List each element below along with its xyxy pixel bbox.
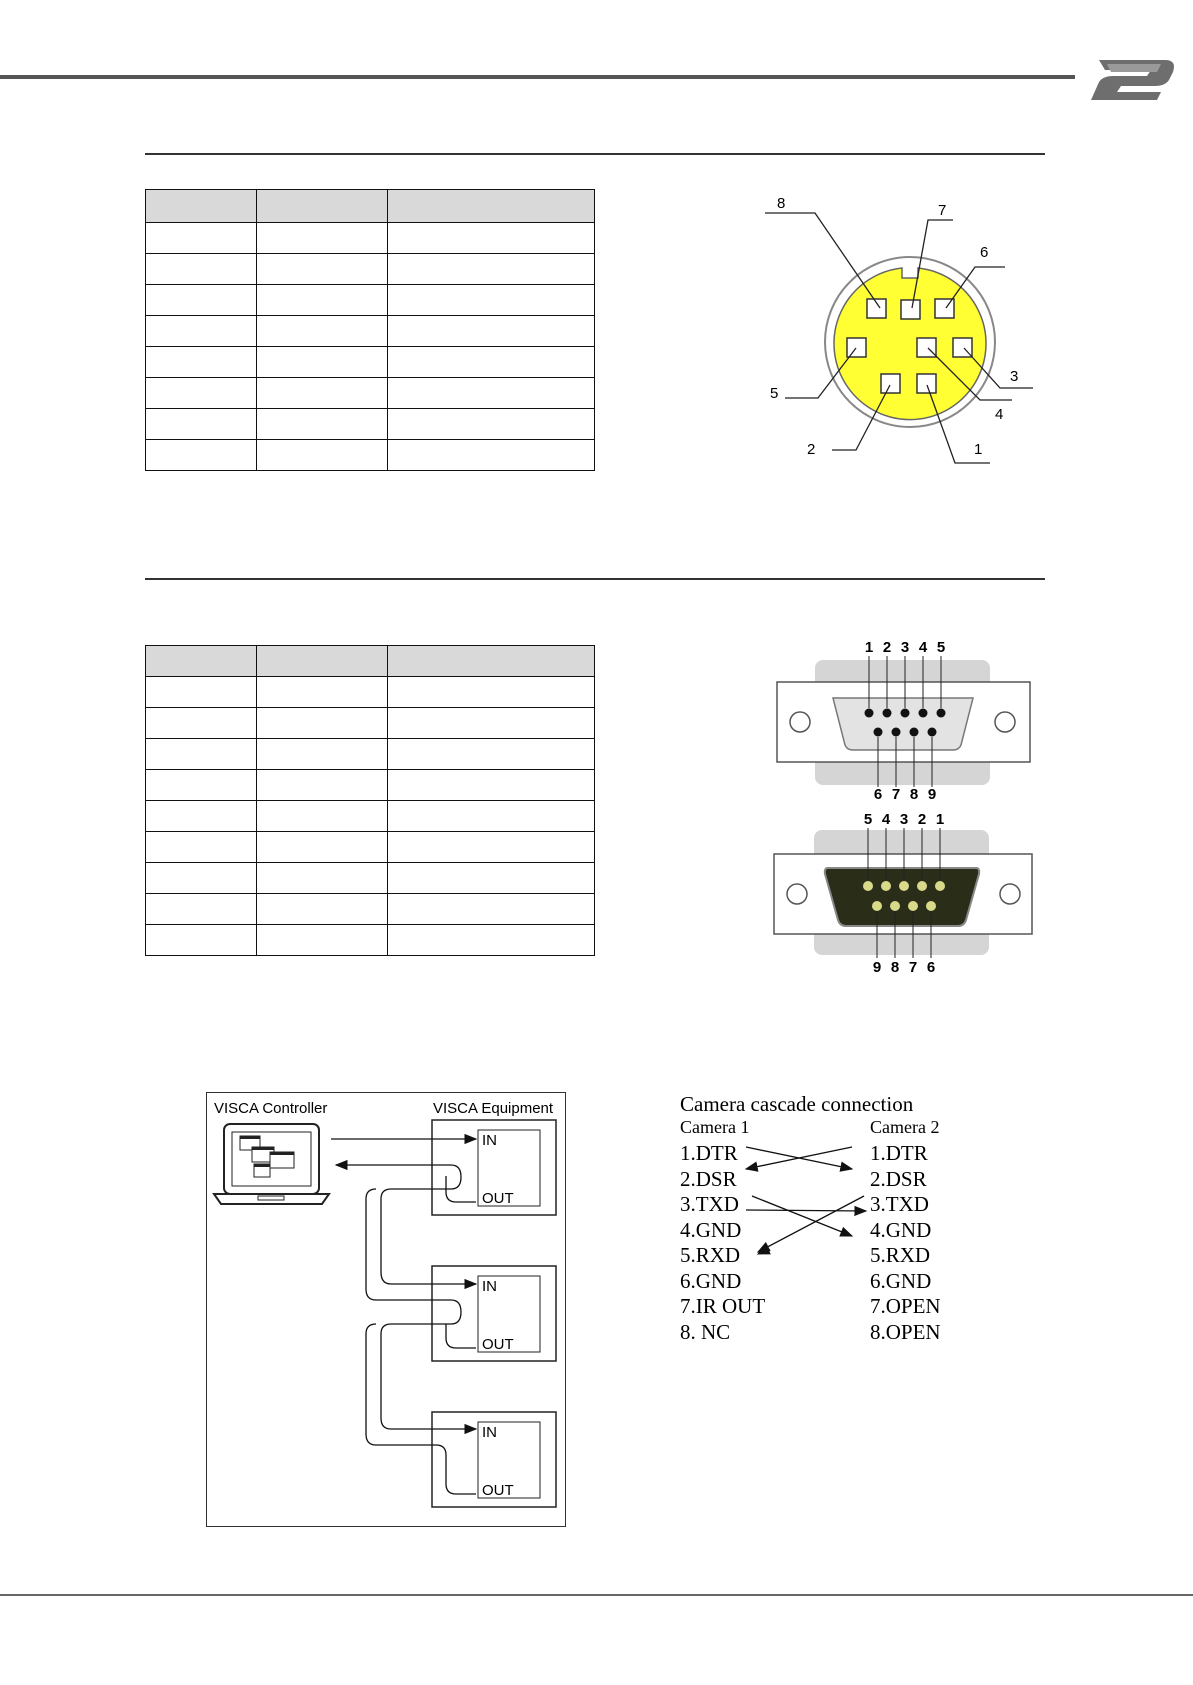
camera-2-pin: 4.GND — [870, 1217, 932, 1242]
camera-2-pin: 5.RXD — [870, 1243, 931, 1267]
mini-din-pin-table — [145, 189, 595, 471]
table-row — [146, 677, 595, 708]
pin-label-1: 1 — [974, 441, 983, 458]
pin-6 — [935, 299, 954, 318]
camera-1-pin: 5.RXD — [680, 1243, 741, 1267]
table-row — [146, 925, 595, 956]
db9-female-bottom-label: 9 — [927, 786, 937, 803]
pin-label-8: 8 — [777, 195, 786, 212]
pin-4 — [917, 338, 936, 357]
table-row — [146, 316, 595, 347]
db9-male-bottom-label: 8 — [890, 959, 900, 976]
db9-male-bottom-label: 7 — [908, 959, 918, 976]
db9-female-top-label: 3 — [900, 640, 910, 656]
footer-rule — [0, 1594, 1193, 1596]
device-in-label: IN — [482, 1132, 497, 1149]
camera-2-pin: 1.DTR — [870, 1141, 928, 1165]
pin-7 — [901, 300, 920, 319]
pin-label-7: 7 — [938, 202, 947, 219]
header-rule — [0, 75, 1075, 79]
camera-1-pin: 4.GND — [680, 1217, 742, 1242]
table-row — [146, 347, 595, 378]
camera-1-pin: 1.DTR — [680, 1141, 738, 1165]
mini-din-connector-diagram — [760, 190, 1050, 475]
table-row — [146, 223, 595, 254]
pin-2 — [881, 374, 900, 393]
pin-1 — [917, 374, 936, 393]
visca-controller-label: VISCA Controller — [214, 1100, 328, 1117]
table-row — [146, 832, 595, 863]
table-row — [146, 801, 595, 832]
db9-male-top-label: 3 — [899, 812, 909, 828]
camera-2-pin: 8.OPEN — [870, 1319, 941, 1344]
camera-2-pin: 2.DSR — [870, 1166, 927, 1191]
cascade-title: Camera cascade connection — [680, 1092, 914, 1116]
device-in-label: IN — [482, 1278, 497, 1295]
camera-1-pin: 2.DSR — [680, 1166, 737, 1191]
visca-equipment-label: VISCA Equipment — [433, 1100, 554, 1117]
table-header-row — [146, 190, 595, 223]
table-row — [146, 254, 595, 285]
device-out-label: OUT — [482, 1482, 514, 1499]
pin-label-5: 5 — [770, 385, 779, 402]
pin-label-6: 6 — [980, 244, 989, 261]
db9-male-bottom-label: 9 — [872, 959, 882, 976]
cascade-crossover-arrows — [740, 1140, 875, 1265]
device-out-label: OUT — [482, 1190, 514, 1207]
pin-label-3: 3 — [1010, 368, 1019, 385]
camera-1-pin: 6.GND — [680, 1268, 742, 1293]
device-out-label: OUT — [482, 1336, 514, 1353]
table-row — [146, 894, 595, 925]
table-row — [146, 409, 595, 440]
db9-male-top-label: 2 — [917, 812, 927, 828]
table-header-row — [146, 646, 595, 677]
camera-2-pin-list — [870, 1141, 941, 1345]
camera-1-pin: 8. NC — [680, 1319, 731, 1344]
db9-female-top-label: 5 — [936, 640, 946, 656]
db9-male-bottom-label: 6 — [926, 959, 936, 976]
table-row — [146, 708, 595, 739]
camera-2-pin: 6.GND — [870, 1268, 932, 1293]
db9-male-top-label: 4 — [881, 812, 891, 828]
section-rule-mini-din — [145, 153, 1045, 155]
camera-1-pin: 3.TXD — [680, 1192, 739, 1216]
db9-female-top-label: 1 — [864, 640, 874, 656]
db9-female-connector-diagram — [775, 640, 1035, 805]
device-in-label: IN — [482, 1424, 497, 1441]
pin-5 — [847, 338, 866, 357]
db9-female-bottom-label: 8 — [909, 786, 919, 803]
db9-female-top-label: 4 — [918, 640, 928, 656]
camera-2-pin: 3.TXD — [870, 1192, 929, 1216]
db9-female-bottom-label: 6 — [873, 786, 883, 803]
laptop-icon — [214, 1124, 329, 1204]
table-row — [146, 770, 595, 801]
brand-logo-icon — [1085, 52, 1179, 102]
camera-1-pin: 7.IR OUT — [680, 1294, 766, 1318]
db9-pin-table — [145, 645, 595, 956]
table-row — [146, 863, 595, 894]
camera-2-label: Camera 2 — [870, 1117, 940, 1137]
visca-daisy-chain-diagram — [206, 1092, 568, 1529]
camera-2-pin: 7.OPEN — [870, 1294, 941, 1318]
camera-1-label: Camera 1 — [680, 1117, 750, 1137]
table-row — [146, 739, 595, 770]
db9-female-bottom-label: 7 — [891, 786, 901, 803]
pin-label-2: 2 — [807, 441, 816, 458]
db9-male-top-label: 5 — [863, 812, 873, 828]
db9-male-top-label: 1 — [935, 812, 945, 828]
pin-label-4: 4 — [995, 406, 1004, 423]
section-rule-db9 — [145, 578, 1045, 580]
db9-female-top-label: 2 — [882, 640, 892, 656]
table-row — [146, 440, 595, 471]
table-row — [146, 285, 595, 316]
db9-male-connector-diagram — [772, 812, 1037, 977]
table-row — [146, 378, 595, 409]
